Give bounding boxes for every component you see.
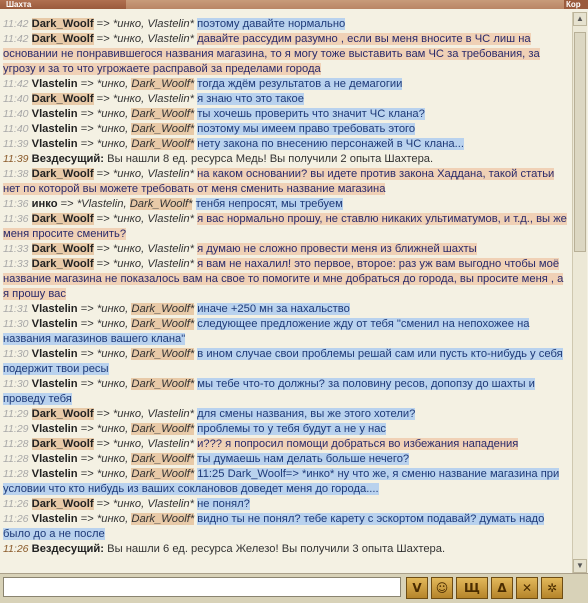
recipient-name[interactable]: *инко xyxy=(96,108,126,120)
recipient-name[interactable]: *инко xyxy=(96,468,126,480)
message-time: 11:40 xyxy=(3,108,29,120)
message-recipients: *инко, Dark_Woolf* xyxy=(96,423,195,435)
message-text: 11:25 Dark_Woolf=> *инко* ну что же, я сменю название магазина при условии что кто нибудь из ваших соклановов доведет меня до города.... xyxy=(3,468,560,495)
scroll-thumb[interactable] xyxy=(574,32,586,252)
message-arrow: => xyxy=(93,168,113,180)
recipient-name[interactable]: *инко xyxy=(112,243,142,255)
chat-message xyxy=(3,17,568,32)
message-recipients: *инко, Vlastelin* xyxy=(112,408,194,420)
message-text: я вас нормально прошу, не ставлю никаких ультиматумов, и т.д., вы же меня просите сменить? xyxy=(3,213,567,240)
message-recipients: *инко, Dark_Woolf* xyxy=(96,123,195,135)
chat-message xyxy=(3,542,568,557)
message-recipients: *инко, Vlastelin* xyxy=(112,18,194,30)
message-arrow: => xyxy=(77,423,97,435)
message-arrow: => xyxy=(77,348,97,360)
recipient-name[interactable]: Dark_Woolf* xyxy=(131,513,195,525)
message-time: 11:26 xyxy=(3,543,29,555)
scroll-down-button[interactable]: ▼ xyxy=(573,559,587,573)
message-sender[interactable]: Vlastelin xyxy=(31,78,78,90)
message-sender[interactable]: Dark_Woolf xyxy=(31,243,94,255)
recipient-name[interactable]: Dark_Woolf* xyxy=(131,468,195,480)
recipient-name[interactable]: Vlastelin* xyxy=(147,438,194,450)
chat-message xyxy=(3,122,568,137)
smile-icon: ☺ xyxy=(435,581,449,595)
message-sender[interactable]: Dark_Woolf xyxy=(31,438,94,450)
message-text: ты хочешь проверить что значит ЧС клана? xyxy=(197,108,425,120)
chat-message xyxy=(3,257,568,302)
message-recipients: *инко, Vlastelin* xyxy=(112,258,194,270)
message-sender[interactable]: Dark_Woolf xyxy=(31,213,94,225)
chat-message xyxy=(3,407,568,422)
message-recipients: *инко, Vlastelin* xyxy=(112,498,194,510)
message-recipients: *инко, Dark_Woolf* xyxy=(96,513,195,525)
recipient-name[interactable]: Dark_Woolf* xyxy=(131,453,195,465)
message-time: 11:42 xyxy=(3,18,29,30)
message-sender[interactable]: инко xyxy=(31,198,58,210)
chat-message xyxy=(3,512,568,542)
recipient-name[interactable]: Vlastelin* xyxy=(147,243,194,255)
chat-message xyxy=(3,107,568,122)
message-text: поэтому мы имеем право требовать этого xyxy=(197,123,416,135)
recipient-name[interactable]: *инко xyxy=(112,93,142,105)
message-time: 11:33 xyxy=(3,258,29,270)
toolbar-button[interactable] xyxy=(431,577,453,599)
recipient-name[interactable]: Dark_Woolf* xyxy=(131,318,195,330)
message-sender[interactable]: Vlastelin xyxy=(31,123,78,135)
message-recipients: *инко, Vlastelin* xyxy=(112,243,194,255)
message-recipients: *инко, Vlastelin* xyxy=(112,438,194,450)
message-text: тогда ждём результатов а не демагогии xyxy=(197,78,403,90)
refresh-icon: ✲ xyxy=(546,581,558,595)
chat-message xyxy=(3,422,568,437)
recipient-name[interactable]: *инко xyxy=(96,138,126,150)
message-text: Вы нашли 8 ед. ресурса Медь! Вы получили 2 опыта Шахтера. xyxy=(107,153,434,165)
message-sender[interactable]: Vlastelin xyxy=(31,468,78,480)
recipient-name[interactable]: Vlastelin* xyxy=(147,408,194,420)
recipient-name[interactable]: Dark_Woolf* xyxy=(131,78,195,90)
recipient-name[interactable]: Vlastelin* xyxy=(147,213,194,225)
toolbar-button[interactable] xyxy=(406,577,428,599)
message-arrow: => xyxy=(93,408,113,420)
message-text: поэтому давайте нормально xyxy=(197,18,346,30)
message-sender[interactable]: Vlastelin xyxy=(31,513,78,525)
message-sender[interactable]: Vlastelin xyxy=(31,378,78,390)
message-text: следующее предложение жду от тебя "сменил на непохожее на названия магазинов вашего клана" xyxy=(3,318,530,345)
message-text: мы тебе что-то должны? за половину ресов, допопзу до шахты и проведу тебя xyxy=(3,378,535,405)
chat-message xyxy=(3,197,568,212)
message-recipients: *Vlastelin, Dark_Woolf* xyxy=(76,198,193,210)
chat-message xyxy=(3,32,568,77)
chat-tab-title[interactable]: Шахта xyxy=(0,0,126,9)
chat-message xyxy=(3,152,568,167)
message-time: 11:31 xyxy=(3,303,29,315)
toolbar-button[interactable] xyxy=(491,577,513,599)
chat-message xyxy=(3,167,568,197)
v-icon: V xyxy=(412,581,422,595)
message-text: давайте рассудим разумно , если вы меня вносите в ЧС лиш на основании не понравившегося названия магазина, то я могу тоже выставить вам ЧС за требования, за угрозу и за то что угрожаете расправой за пределами города xyxy=(3,33,540,75)
chat-scrollbar[interactable] xyxy=(572,12,587,573)
message-arrow: => xyxy=(77,108,97,120)
message-time: 11:38 xyxy=(3,168,29,180)
message-time: 11:30 xyxy=(3,318,29,330)
chat-message xyxy=(3,467,568,497)
message-arrow: => xyxy=(77,318,97,330)
recipient-name[interactable]: *инко xyxy=(112,213,142,225)
message-time: 11:42 xyxy=(3,78,29,90)
message-time: 11:26 xyxy=(3,513,29,525)
chat-message xyxy=(3,317,568,347)
recipient-name[interactable]: *инко xyxy=(112,168,142,180)
message-recipients: *инко, Dark_Woolf* xyxy=(96,348,195,360)
message-recipients: *инко, Vlastelin* xyxy=(112,33,194,45)
chat-message xyxy=(3,497,568,512)
chat-message xyxy=(3,242,568,257)
message-arrow: => xyxy=(93,18,113,30)
message-sender[interactable]: Вездесущий: xyxy=(31,153,105,165)
message-sender[interactable]: Dark_Woolf xyxy=(31,258,94,270)
message-sender[interactable]: Dark_Woolf xyxy=(31,498,94,510)
message-text: и??? я попросил помощи добраться во избежания нападения xyxy=(197,438,519,450)
message-time: 11:40 xyxy=(3,93,29,105)
recipient-name[interactable]: *инко xyxy=(96,78,126,90)
recipient-name[interactable]: *инко xyxy=(96,453,126,465)
message-text: ты думаешь нам делать больше нечего? xyxy=(197,453,410,465)
message-time: 11:28 xyxy=(3,453,29,465)
recipient-name[interactable]: *инко xyxy=(96,423,126,435)
message-time: 11:26 xyxy=(3,498,29,510)
message-arrow: => xyxy=(93,213,113,225)
chat-message xyxy=(3,92,568,107)
toolbar-button[interactable] xyxy=(456,577,488,599)
recipient-name[interactable]: Vlastelin* xyxy=(147,33,194,45)
message-recipients: *инко, Dark_Woolf* xyxy=(96,108,195,120)
tab-right[interactable]: Кор xyxy=(564,0,588,9)
recipient-name[interactable]: Vlastelin* xyxy=(147,18,194,30)
message-sender[interactable]: Dark_Woolf xyxy=(31,93,94,105)
message-arrow: => xyxy=(93,498,113,510)
recipient-name[interactable]: *инко xyxy=(112,438,142,450)
message-recipients: *инко, Vlastelin* xyxy=(112,213,194,225)
message-text: Вы нашли 6 ед. ресурса Железо! Вы получили 3 опыта Шахтера. xyxy=(107,543,446,555)
message-sender[interactable]: Vlastelin xyxy=(31,348,78,360)
message-time: 11:30 xyxy=(3,348,29,360)
message-time: 11:28 xyxy=(3,438,29,450)
message-arrow: => xyxy=(93,33,113,45)
message-text: не понял? xyxy=(197,498,250,510)
recipient-name[interactable]: *инко xyxy=(112,18,142,30)
recipient-name[interactable]: Vlastelin* xyxy=(147,498,194,510)
recipient-name[interactable]: *инко xyxy=(96,318,126,330)
toolbar-button[interactable] xyxy=(541,577,563,599)
triangle-icon: Δ xyxy=(497,581,507,595)
message-recipients: *инко, Vlastelin* xyxy=(112,168,194,180)
recipient-name[interactable]: Dark_Woolf* xyxy=(131,303,195,315)
recipient-name[interactable]: *инко xyxy=(112,498,142,510)
cross-icon: ✕ xyxy=(521,581,533,595)
message-text: видно ты не понял? тебе карету с эскортом подавай? думать надо было до а не после xyxy=(3,513,545,540)
recipient-name[interactable]: Dark_Woolf* xyxy=(129,198,193,210)
recipient-name[interactable]: *инко xyxy=(96,123,126,135)
recipient-name[interactable]: *инко xyxy=(112,258,142,270)
message-time: 11:36 xyxy=(3,198,29,210)
message-sender[interactable]: Dark_Woolf xyxy=(31,408,94,420)
message-sender[interactable]: Vlastelin xyxy=(31,138,78,150)
recipient-name[interactable]: *инко xyxy=(96,378,126,390)
translit-icon: Щ xyxy=(464,581,480,595)
message-text: в ином случае свои проблемы решай сам или пусть кто-нибудь у себя подержит твои ресы xyxy=(3,348,563,375)
message-sender[interactable]: Dark_Woolf xyxy=(31,33,94,45)
chat-message xyxy=(3,377,568,407)
message-text: нету закона по внесению персонажей в ЧС клана... xyxy=(197,138,464,150)
message-sender[interactable]: Dark_Woolf xyxy=(31,18,94,30)
title-bar xyxy=(0,0,588,9)
message-recipients: *инко, Dark_Woolf* xyxy=(96,378,195,390)
message-sender[interactable]: Vlastelin xyxy=(31,318,78,330)
message-recipients: *инко, Dark_Woolf* xyxy=(96,318,195,330)
chat-message xyxy=(3,77,568,92)
message-arrow: => xyxy=(77,78,97,90)
recipient-name[interactable]: Dark_Woolf* xyxy=(131,123,195,135)
toolbar-button[interactable] xyxy=(516,577,538,599)
recipient-name[interactable]: *инко xyxy=(112,408,142,420)
message-arrow: => xyxy=(77,378,97,390)
recipient-name[interactable]: Dark_Woolf* xyxy=(131,423,195,435)
message-time: 11:29 xyxy=(3,423,29,435)
message-time: 11:36 xyxy=(3,213,29,225)
message-recipients: *инко, Vlastelin* xyxy=(112,93,194,105)
recipient-name[interactable]: *инко xyxy=(112,33,142,45)
recipient-name[interactable]: *Vlastelin xyxy=(76,198,124,210)
message-recipients: *инко, Dark_Woolf* xyxy=(96,303,195,315)
message-time: 11:39 xyxy=(3,138,29,150)
chat-message xyxy=(3,302,568,317)
message-arrow: => xyxy=(77,453,97,465)
message-arrow: => xyxy=(77,138,97,150)
recipient-name[interactable]: Dark_Woolf* xyxy=(131,108,195,120)
message-arrow: => xyxy=(93,93,113,105)
message-recipients: *инко, Dark_Woolf* xyxy=(96,468,195,480)
recipient-name[interactable]: Dark_Woolf* xyxy=(131,348,195,360)
message-text: на каком основании? вы идете против закона Хаддана, такой статьи нет по которой вы можете требовать от меня сменить название магазина xyxy=(3,168,555,195)
message-sender[interactable]: Vlastelin xyxy=(31,423,78,435)
recipient-name[interactable]: Vlastelin* xyxy=(147,168,194,180)
message-arrow: => xyxy=(93,258,113,270)
chat-message xyxy=(3,437,568,452)
message-text: иначе +250 мн за нахальство xyxy=(197,303,350,315)
message-arrow: => xyxy=(77,303,97,315)
scroll-up-button[interactable]: ▲ xyxy=(573,12,587,26)
message-recipients: *инко, Dark_Woolf* xyxy=(96,78,195,90)
message-sender[interactable]: Dark_Woolf xyxy=(31,168,94,180)
message-arrow: => xyxy=(77,513,97,525)
message-recipients: *инко, Dark_Woolf* xyxy=(96,453,195,465)
message-arrow: => xyxy=(77,468,97,480)
message-time: 11:33 xyxy=(3,243,29,255)
message-text: проблемы то у тебя будут а не у нас xyxy=(197,423,387,435)
chat-message xyxy=(3,452,568,467)
recipient-name[interactable]: *инко xyxy=(96,303,126,315)
message-time: 11:39 xyxy=(3,153,29,165)
message-text: я вам не нахалил! это первое, второе: раз уж вам выгодно чтобы моё название магазина не показалось вам на свое то помогите и мне добраться до города, вы просите меня , а я прошу вас xyxy=(3,258,564,300)
chat-input[interactable] xyxy=(3,577,401,597)
message-arrow: => xyxy=(57,198,77,210)
message-sender[interactable]: Vlastelin xyxy=(31,303,78,315)
recipient-name[interactable]: Vlastelin* xyxy=(147,93,194,105)
recipient-name[interactable]: *инко xyxy=(96,348,126,360)
message-time: 11:30 xyxy=(3,378,29,390)
message-time: 11:40 xyxy=(3,123,29,135)
message-text: я думаю не сложно провести меня из ближней шахты xyxy=(197,243,477,255)
chat-message xyxy=(3,212,568,242)
chat-input-bar xyxy=(0,573,588,603)
recipient-name[interactable]: *инко xyxy=(96,513,126,525)
message-text: для смены названия, вы же этого хотели? xyxy=(197,408,416,420)
chat-message xyxy=(3,137,568,152)
message-arrow: => xyxy=(93,243,113,255)
message-text: тенбя непросят, мы требуем xyxy=(195,198,343,210)
message-sender[interactable]: Vlastelin xyxy=(31,108,78,120)
chat-log xyxy=(3,17,568,573)
message-text: я знаю что это такое xyxy=(197,93,304,105)
message-arrow: => xyxy=(93,438,113,450)
message-sender[interactable]: Вездесущий: xyxy=(31,543,105,555)
message-arrow: => xyxy=(77,123,97,135)
message-time: 11:29 xyxy=(3,408,29,420)
message-time: 11:42 xyxy=(3,33,29,45)
message-sender[interactable]: Vlastelin xyxy=(31,453,78,465)
recipient-name[interactable]: Vlastelin* xyxy=(147,258,194,270)
recipient-name[interactable]: Dark_Woolf* xyxy=(131,138,195,150)
message-recipients: *инко, Dark_Woolf* xyxy=(96,138,195,150)
message-time: 11:28 xyxy=(3,468,29,480)
chat-message xyxy=(3,347,568,377)
recipient-name[interactable]: Dark_Woolf* xyxy=(131,378,195,390)
